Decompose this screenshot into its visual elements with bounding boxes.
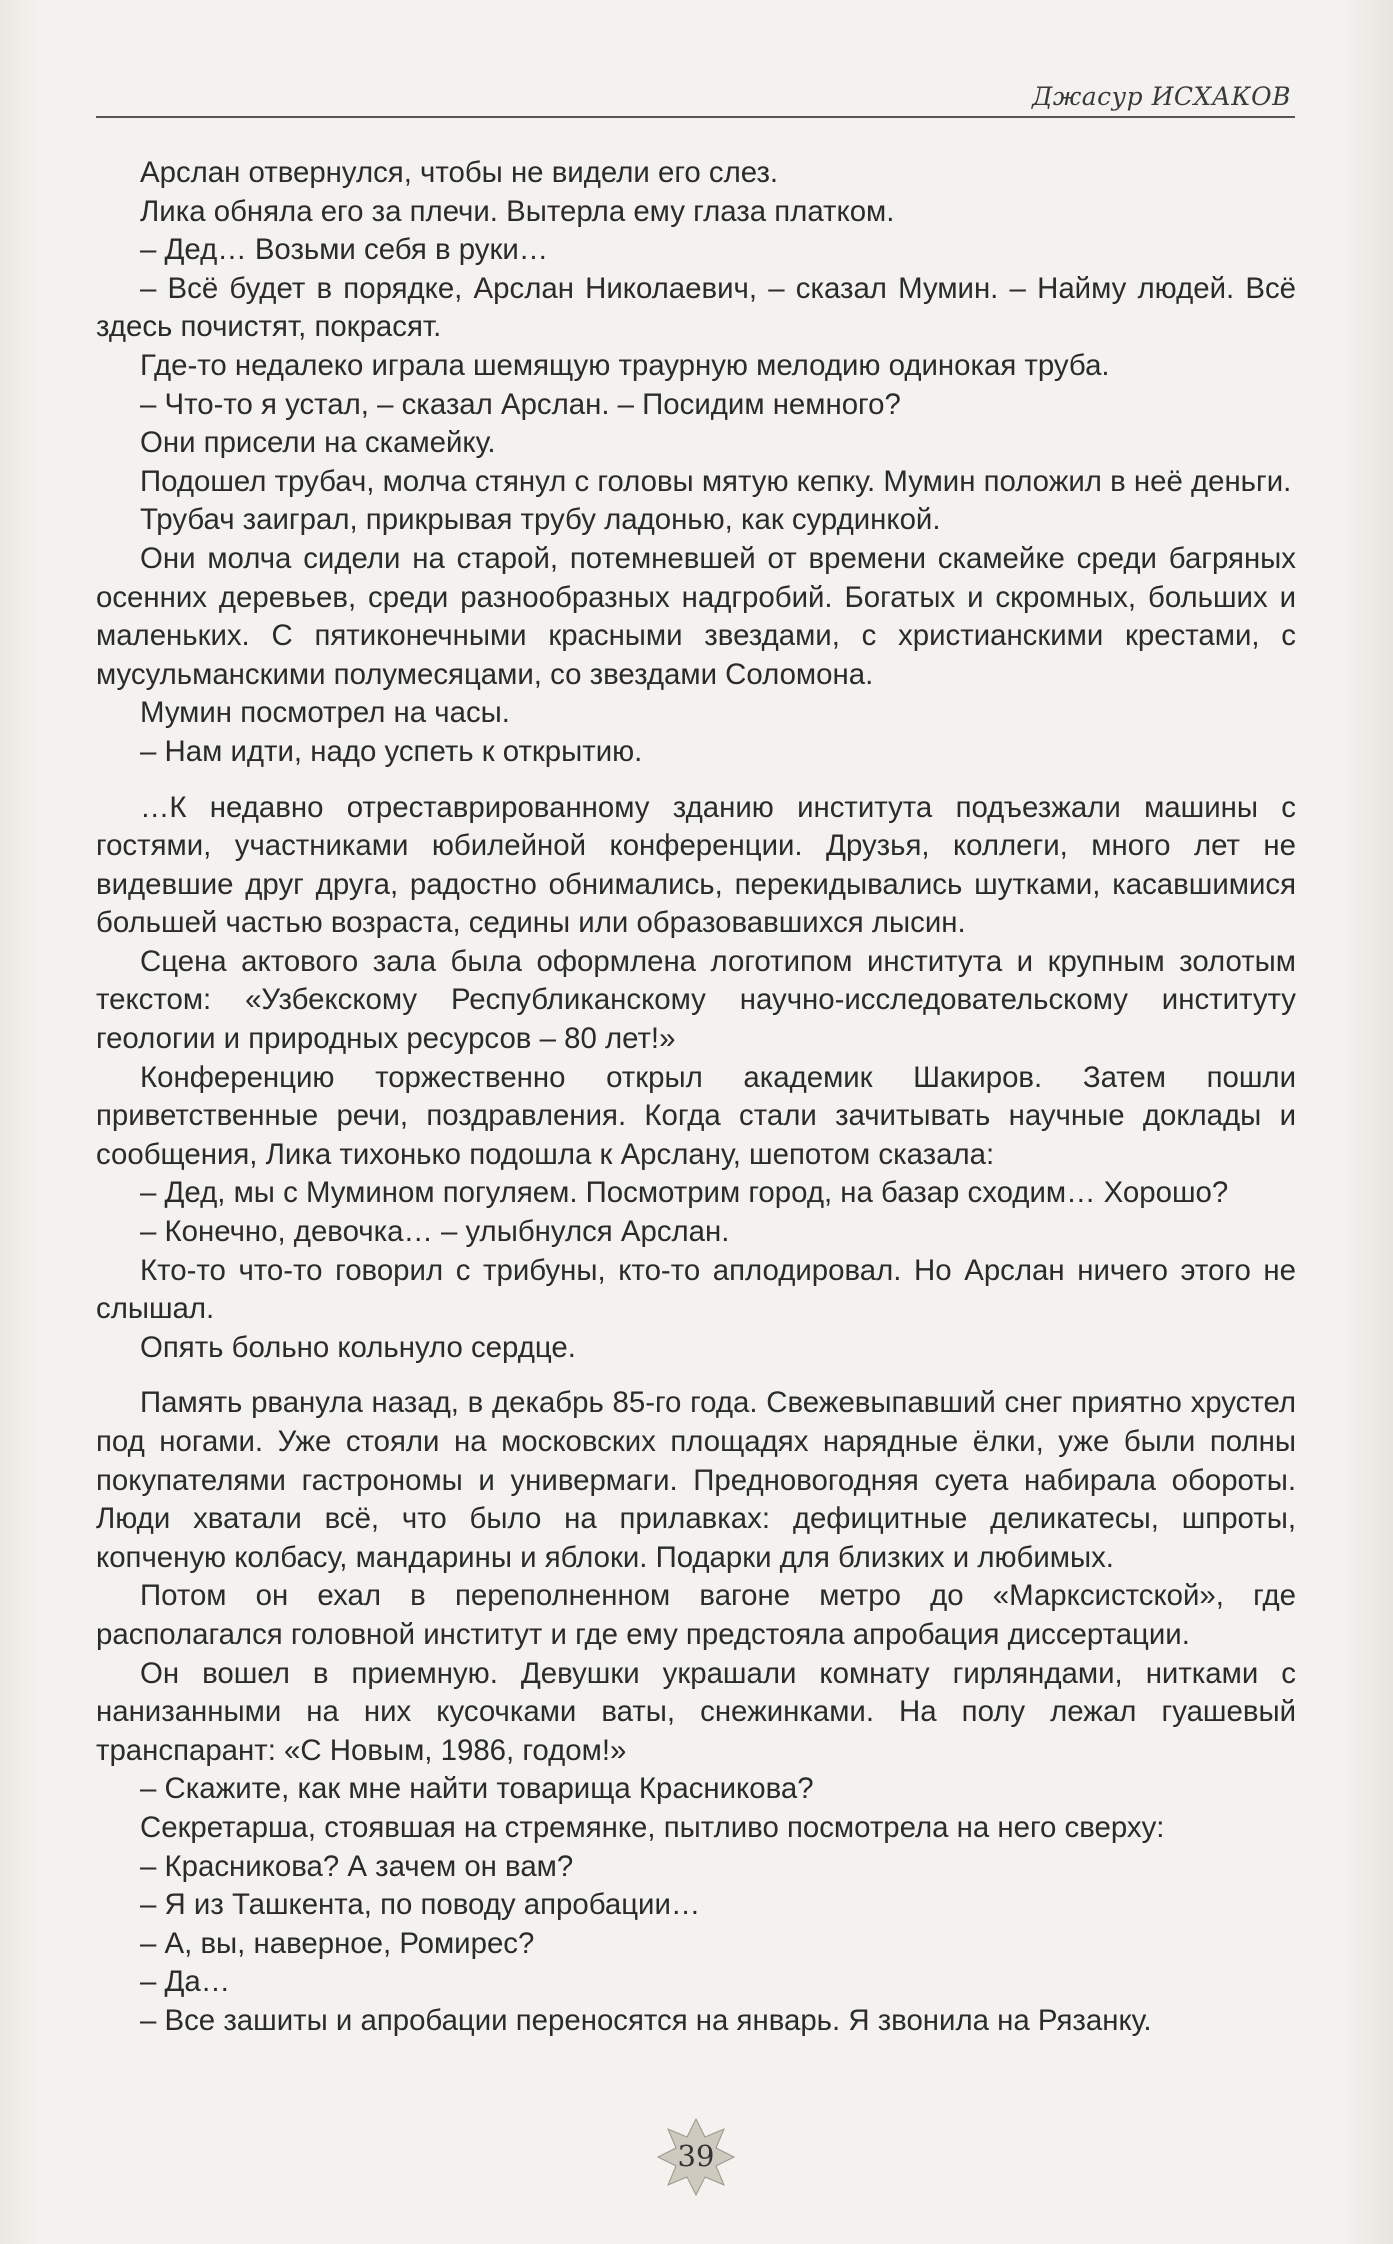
paragraph: – Да…: [140, 1965, 231, 1999]
paragraph: – Что-то я устал, – сказал Арслан. – Посидим немного?: [140, 387, 901, 421]
paragraph: – А, вы, наверное, Ромирес?: [140, 1926, 535, 1960]
paragraph: Он вошел в приемную. Девушки украшали комнату гирляндами, нитками с нанизанными на них кусочками ваты, снежинками. На полу лежал гуашевый транспарант: «С Новым, 1986, годом!»: [96, 1656, 1296, 1767]
running-head-author: Джасур ИСХАКОВ: [1032, 82, 1291, 111]
paragraph: – Всё будет в порядке, Арслан Николаевич, – сказал Мумин. – Найму людей. Всё здесь почистят, покрасят.: [96, 271, 1296, 344]
running-head: [96, 82, 1295, 118]
paragraph: – Скажите, как мне найти товарища Красникова?: [140, 1772, 814, 1806]
paragraph: Где-то недалеко играла шемящую траурную мелодию одинокая труба.: [140, 348, 1110, 382]
paragraph: Они присели на скамейку.: [140, 426, 496, 460]
paragraph: – Дед, мы с Мумином погуляем. Посмотрим город, на базар сходим… Хорошо?: [140, 1176, 1229, 1210]
paragraph: Сцена актового зала была оформлена логотипом института и крупным золотым текстом: «Узбекскому Республиканскому научно-исследовательскому институту геологии и природных ресурсов – 80 лет!»: [96, 944, 1296, 1056]
paragraph: Мумин посмотрел на часы.: [140, 696, 510, 730]
paragraph: Память рванула назад, в декабрь 85-го года. Свежевыпавший снег приятно хрустел под ногами. Уже стояли на московских площадях нарядные ёлки, уже были полны покупателями гастрономы и универмаги. Предновогодняя суета набирала обороты. Люди хватали всё, что было на прилавках: дефицитные деликатесы, шпроты, копченую колбасу, мандарины и яблоки. Подарки для близких и любимых.: [96, 1386, 1296, 1574]
paragraph: – Дед… Возьми себя в руки…: [140, 233, 549, 267]
page-number-ornament: [656, 2117, 736, 2197]
paragraph: – Все зашиты и апробации переносятся на январь. Я звонила на Рязанку.: [140, 2003, 1152, 2037]
paragraph: Секретарша, стоявшая на стремянке, пытливо посмотрела на него сверху:: [140, 1810, 1165, 1844]
paragraph: – Нам идти, надо успеть к открытию.: [140, 734, 643, 768]
body-text: [96, 154, 1296, 2041]
paragraph: – Красникова? А зачем он вам?: [140, 1849, 574, 1883]
paragraph: Арслан отвернулся, чтобы не видели его слез.: [140, 156, 779, 189]
paragraph: Конференцию торжественно открыл академик Шакиров. Затем пошли приветственные речи, поздравления. Когда стали зачитывать научные доклады и сообщения, Лика тихонько подошла к Арслану, шепотом сказала:: [96, 1060, 1296, 1171]
page-number: 39: [677, 2139, 715, 2173]
paragraph: …К недавно отреставрированному зданию института подъезжали машины с гостями, участниками юбилейной конференции. Друзья, коллеги, много лет не видевшие друг друга, радостно обнимались, перекидывались шутками, касавшимися большей частью возраста, седины или образовавшихся лысин.: [96, 790, 1296, 940]
paragraph: Опять больно кольнуло сердце.: [140, 1330, 576, 1364]
paragraph: Трубач заиграл, прикрывая трубу ладонью, как сурдинкой.: [140, 503, 941, 537]
paragraph: Они молча сидели на старой, потемневшей от времени скамейке среди багряных осенних деревьев, среди разнообразных надгробий. Богатых и скромных, больших и маленьких. С пятиконечными красными звездами, с христианскими крестами, с мусульманскими полумесяцами, со звездами Соломона.: [96, 541, 1296, 691]
paragraph: – Конечно, девочка… – улыбнулся Арслан.: [140, 1215, 730, 1249]
paragraph: – Я из Ташкента, по поводу апробации…: [140, 1888, 701, 1922]
paragraph: Кто-то что-то говорил с трибуны, кто-то аплодировал. Но Арслан ничего этого не слышал.: [96, 1253, 1296, 1326]
paragraph: Лика обняла его за плечи. Вытерла ему глаза платком.: [140, 194, 895, 228]
paragraph: Подошел трубач, молча стянул с головы мятую кепку. Мумин положил в неё деньги.: [140, 464, 1292, 498]
paragraph: Потом он ехал в переполненном вагоне метро до «Марксистской», где располагался головной институт и где ему предстояла апробация диссертации.: [96, 1579, 1296, 1651]
